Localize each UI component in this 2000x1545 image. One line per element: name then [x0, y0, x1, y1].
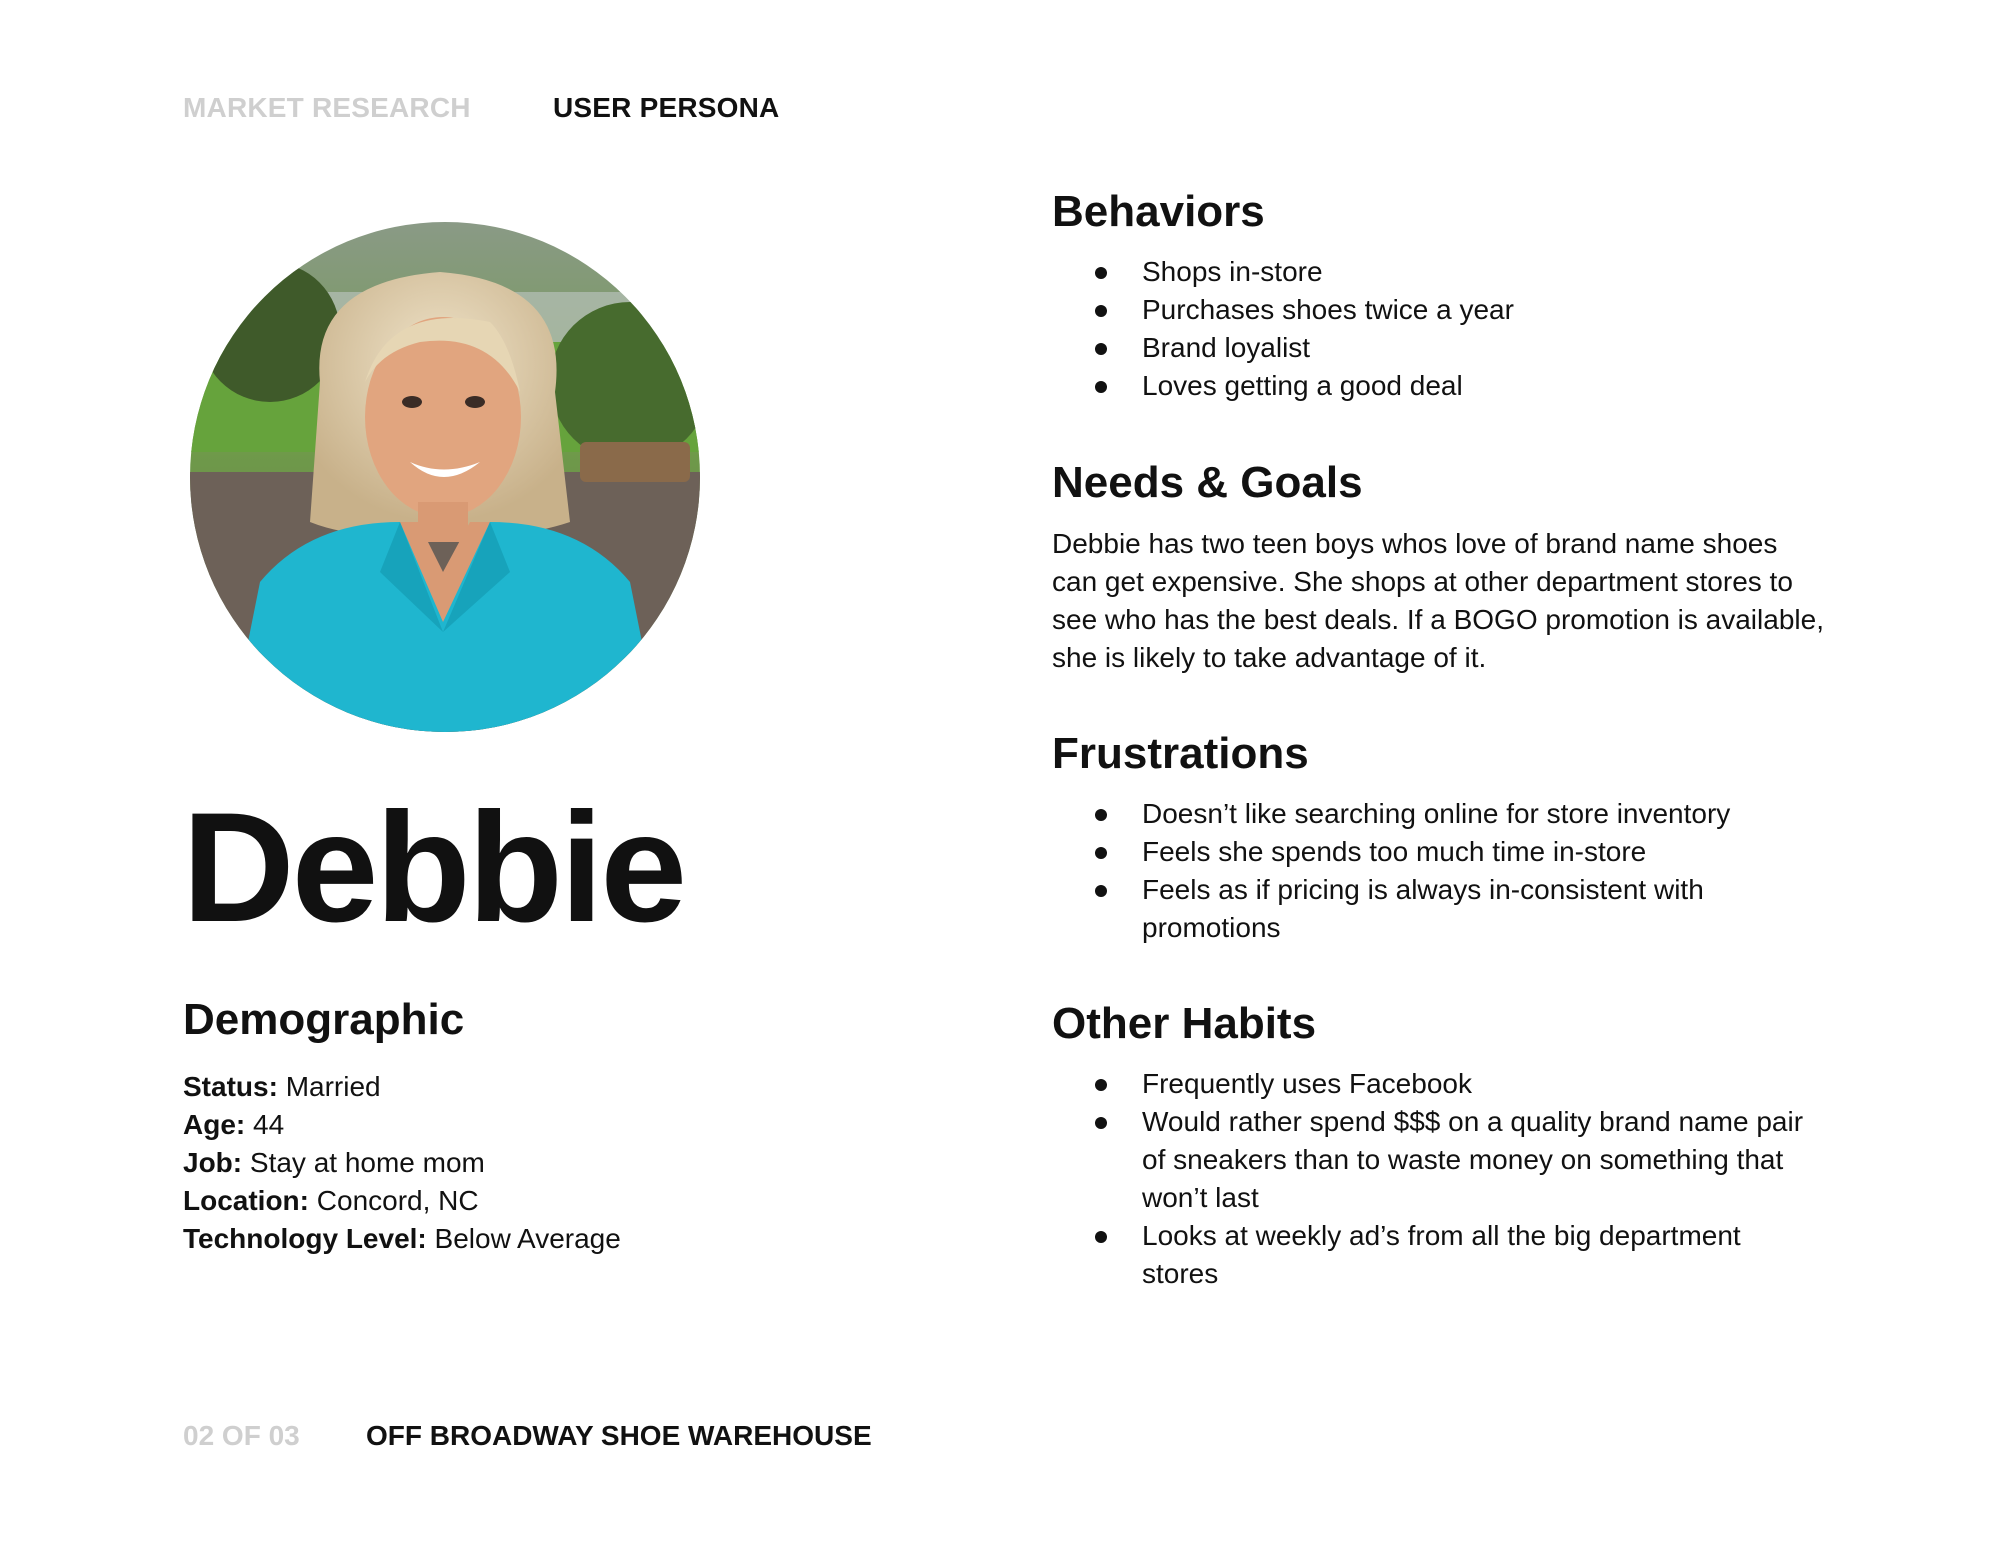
demographic-value: Below Average — [434, 1223, 621, 1254]
persona-photo — [190, 222, 700, 732]
list-item-line: Frequently uses Facebook — [1142, 1068, 1472, 1099]
demographic-row-status — [183, 1068, 621, 1106]
demographic-row-location — [183, 1182, 621, 1220]
demographic-label: Age: — [183, 1109, 246, 1140]
needs-goals-title: Needs & Goals — [1052, 458, 1363, 507]
list-item — [1052, 871, 1730, 947]
persona-name: Debbie — [182, 781, 685, 955]
demographic-value: Concord, NC — [316, 1185, 479, 1216]
demographic-title: Demographic — [183, 995, 465, 1044]
list-item-line: Feels as if pricing is always in-consistent with — [1142, 874, 1704, 905]
other-habits-list — [1052, 1065, 1803, 1293]
demographic-label: Job: — [183, 1147, 243, 1178]
page-indicator: 02 OF 03 — [183, 1420, 300, 1451]
paragraph-line: she is likely to take advantage of it. — [1052, 642, 1487, 673]
frustrations-list — [1052, 795, 1730, 947]
list-item — [1052, 795, 1730, 833]
list-item-line: Feels she spends too much time in-store — [1142, 836, 1647, 867]
tab-user-persona[interactable]: USER PERSONA — [553, 92, 780, 123]
demographic-list — [183, 1068, 621, 1258]
paragraph-line: Debbie has two teen boys whos love of brand name shoes — [1052, 528, 1778, 559]
list-item — [1052, 1103, 1803, 1217]
demographic-label: Location: — [183, 1185, 309, 1216]
list-item: Brand loyalist — [1052, 329, 1514, 367]
frustrations-title: Frustrations — [1052, 729, 1309, 778]
demographic-row-age — [183, 1106, 621, 1144]
list-item-line: Doesn’t like searching online for store inventory — [1142, 798, 1731, 829]
list-item-line: Would rather spend $$$ on a quality brand name pair — [1142, 1106, 1804, 1137]
list-item: Shops in-store — [1052, 253, 1514, 291]
behaviors-list — [1052, 253, 1514, 405]
list-item-line: of sneakers than to waste money on something that — [1142, 1144, 1784, 1175]
company-name: OFF BROADWAY SHOE WAREHOUSE — [366, 1420, 872, 1451]
list-item-line: promotions — [1142, 912, 1281, 943]
needs-goals-paragraph — [1052, 525, 1824, 677]
demographic-value: 44 — [253, 1109, 285, 1140]
list-item: Loves getting a good deal — [1052, 367, 1514, 405]
other-habits-title: Other Habits — [1052, 999, 1317, 1048]
demographic-row-technology — [183, 1220, 621, 1258]
demographic-label: Status: — [183, 1071, 278, 1102]
persona-portrait-icon — [190, 222, 700, 732]
demographic-value: Stay at home mom — [249, 1147, 485, 1178]
demographic-value: Married — [285, 1071, 381, 1102]
list-item-line: won’t last — [1142, 1182, 1259, 1213]
demographic-label: Technology Level: — [183, 1223, 427, 1254]
paragraph-line: see who has the best deals. If a BOGO promotion is available, — [1052, 604, 1824, 635]
list-item — [1052, 1065, 1803, 1103]
list-item-line: Looks at weekly ad’s from all the big department — [1142, 1220, 1741, 1251]
list-item: Purchases shoes twice a year — [1052, 291, 1514, 329]
list-item — [1052, 833, 1730, 871]
demographic-row-job — [183, 1144, 621, 1182]
paragraph-line: can get expensive. She shops at other department stores to — [1052, 566, 1793, 597]
behaviors-title: Behaviors — [1052, 187, 1265, 236]
list-item — [1052, 1217, 1803, 1293]
tab-market-research[interactable]: MARKET RESEARCH — [183, 92, 471, 123]
list-item-line: stores — [1142, 1258, 1219, 1289]
